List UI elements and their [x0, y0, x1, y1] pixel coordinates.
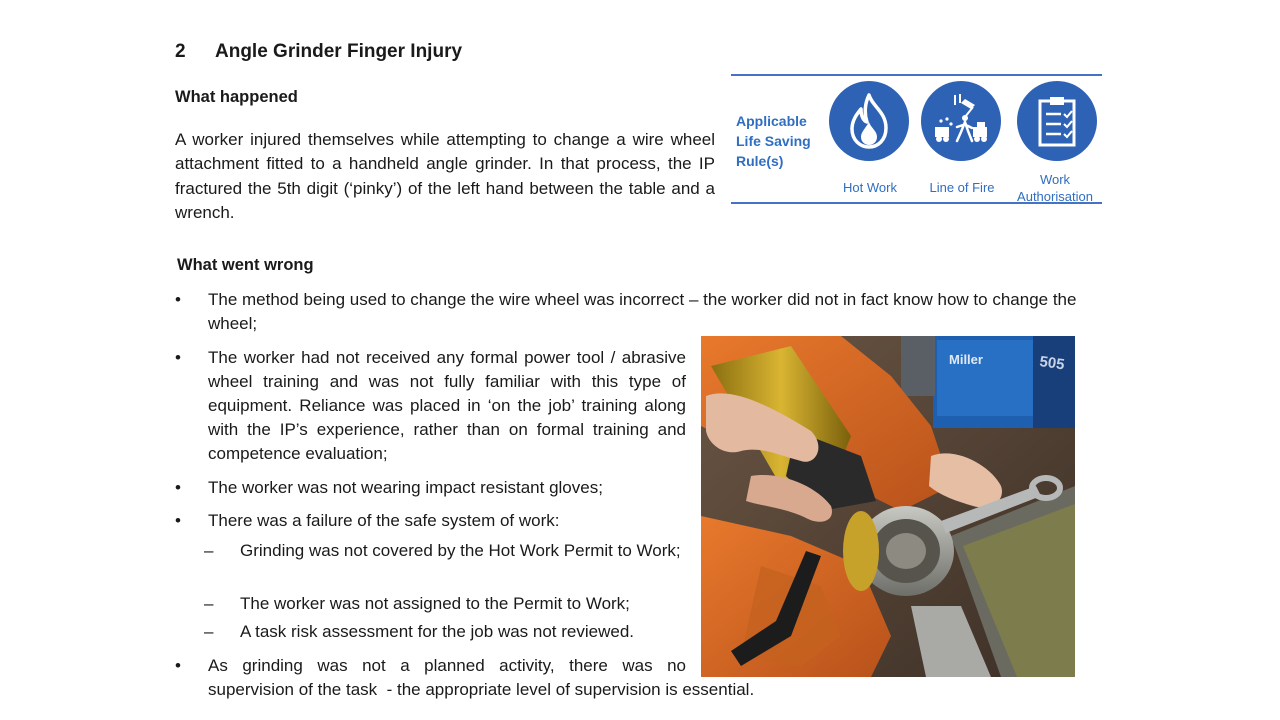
flame-icon: [829, 81, 909, 161]
work-authorisation-caption: Work Authorisation: [1017, 172, 1093, 204]
welder-number-label: 505: [1038, 353, 1066, 374]
line-of-fire-icon: [921, 81, 1001, 161]
hot-work-caption: Hot Work: [843, 180, 897, 195]
list-item-text-line2: supervision of the task - the appropriate level of supervision is essential.: [208, 680, 755, 699]
line-of-fire-caption: Line of Fire: [929, 180, 995, 195]
section-number: 2: [175, 41, 186, 62]
clipboard-checklist-icon: [1017, 81, 1097, 161]
what-went-wrong-heading: What went wrong: [177, 256, 314, 274]
section-title: Angle Grinder Finger Injury: [215, 41, 463, 62]
welder-brand-label: Miller: [949, 352, 983, 367]
what-happened-text: A worker injured themselves while attempting to change a wire wheel attachment fitted to a handheld angle grinder. In that process, the IP fractured the 5th digit (‘pinky’) of the left hand between the table and a wrench.: [175, 130, 715, 222]
life-saving-rules-label: Applicable Life Saving Rule(s): [736, 113, 811, 169]
list-item-text-line1: As grinding was not a planned activity, there was no: [208, 656, 686, 675]
what-happened-heading: What happened: [175, 88, 298, 106]
section-heading: [175, 41, 462, 63]
incident-photo: [701, 336, 1075, 677]
